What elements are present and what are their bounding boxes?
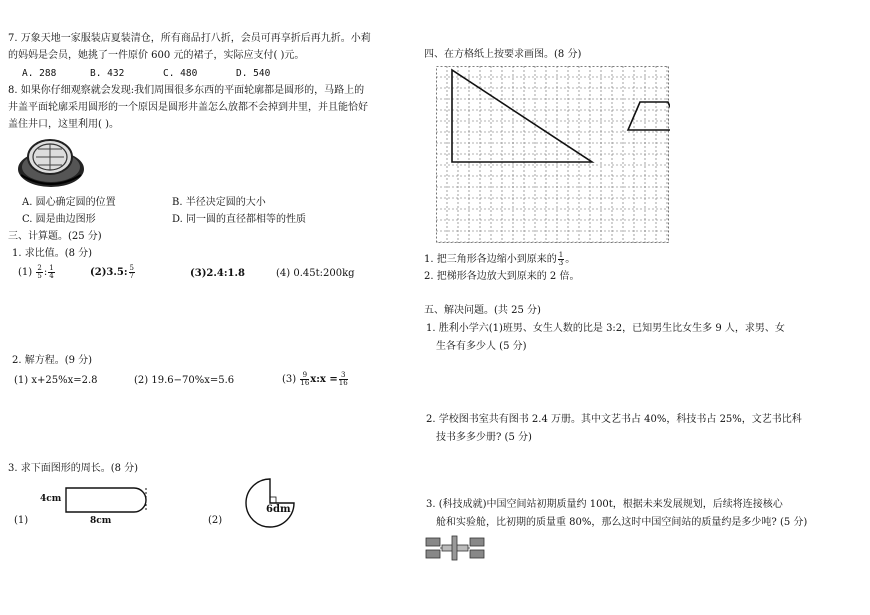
section5-q2-line2: 技书多多少册? (5 分) xyxy=(436,432,532,443)
fig2-label: (2) xyxy=(208,515,223,526)
space-station-image xyxy=(422,534,492,564)
fig1-shape xyxy=(60,484,160,516)
q8-option-d: D. 同一圆的直径都相等的性质 xyxy=(172,214,307,225)
calc-p1-item3: (3)2.4:1.8 xyxy=(190,268,245,279)
q7-option-b: B. 432 xyxy=(90,68,125,79)
section5-title: 五、解决问题。(共 25 分) xyxy=(424,305,541,316)
calc-p1-item1: (1) $\frac{2}{5}$ : $\frac{1}{4}$ xyxy=(18,264,54,280)
grid-paper xyxy=(436,66,670,244)
section4-instruction-1: 1. 把三角形各边缩小到原来的 $\frac{1}{3}$ 。 xyxy=(424,251,576,267)
calc-p1-item4: (4) 0.45t:200kg xyxy=(276,268,355,279)
q8-option-c: C. 圆是曲边图形 xyxy=(22,214,96,225)
q7-option-d: D. 540 xyxy=(236,68,271,79)
fig1-label: (1) xyxy=(14,515,29,526)
calc-p2-title: 2. 解方程。(9 分) xyxy=(12,355,93,366)
q7-option-c: C. 480 xyxy=(163,68,198,79)
q7-option-a: A. 288 xyxy=(22,68,57,79)
fig1-width-label: 8cm xyxy=(90,516,112,526)
section5-q3-line2: 舱和实验舱，比初期的质量重 80%，那么这时中国空间站的质量约是多少吨? (5 分) xyxy=(436,517,808,528)
section5-q2-line1: 2. 学校图书室共有图书 2.4 万册。其中文艺书占 40%，科技书占 25%，文艺书比科 xyxy=(426,414,802,425)
q8-line1: 8. 如果你仔细观察就会发现:我们周围很多东西的平面轮廓都是圆形的，马路上的 xyxy=(8,85,365,96)
q8-option-a: A. 圆心确定圆的位置 xyxy=(22,197,116,208)
q8-line2: 井盖平面轮廓采用圆形的一个原因是圆形井盖怎么放都不会掉到井里，并且能恰好 xyxy=(8,102,368,113)
q8-line3: 盖住井口，这里利用( )。 xyxy=(8,119,119,130)
fig1-height-label: 4cm xyxy=(40,494,62,504)
manhole-cover-image xyxy=(16,135,86,190)
calc-p2-item1: (1) x+25%x=2.8 xyxy=(14,375,98,386)
calc-p2-item2: (2) 19.6−70%x=5.6 xyxy=(134,375,235,386)
calc-p2-item3: (3) $\frac{9}{16}$ x:x = $\frac{3}{16}$ xyxy=(282,371,348,387)
section5-q1-line2: 生各有多少人 (5 分) xyxy=(436,341,527,352)
q7-line1: 7. 万象天地一家服装店夏装清仓，所有商品打八折，会员可再享折后再九折。小莉 xyxy=(8,33,371,44)
section3-title: 三、计算题。(25 分) xyxy=(8,231,102,242)
triangle-shape xyxy=(452,70,592,162)
section4-instruction-2: 2. 把梯形各边放大到原来的 2 倍。 xyxy=(424,271,580,282)
section4-title: 四、在方格纸上按要求画图。(8 分) xyxy=(424,49,582,60)
section5-q3-line1: 3. (科技成就)中国空间站初期质量约 100t，根据未来发展规划，后续将连接核心 xyxy=(426,499,783,510)
calc-p3-title: 3. 求下面图形的周长。(8 分) xyxy=(8,463,139,474)
fig2-radius-label: 6dm xyxy=(266,504,291,515)
q7-line2: 的妈妈是会员，她挑了一件原价 600 元的裙子，实际应支付( )元。 xyxy=(8,50,305,61)
section5-q1-line1: 1. 胜利小学六(1)班男、女生人数的比是 3:2，已知男生比女生多 9 人，求男、女 xyxy=(426,323,785,334)
calc-p1-item2: (2)3.5: $\frac{5}{7}$ xyxy=(90,264,134,280)
calc-p1-title: 1. 求比值。(8 分) xyxy=(12,248,93,259)
q8-option-b: B. 半径决定圆的大小 xyxy=(172,197,266,208)
